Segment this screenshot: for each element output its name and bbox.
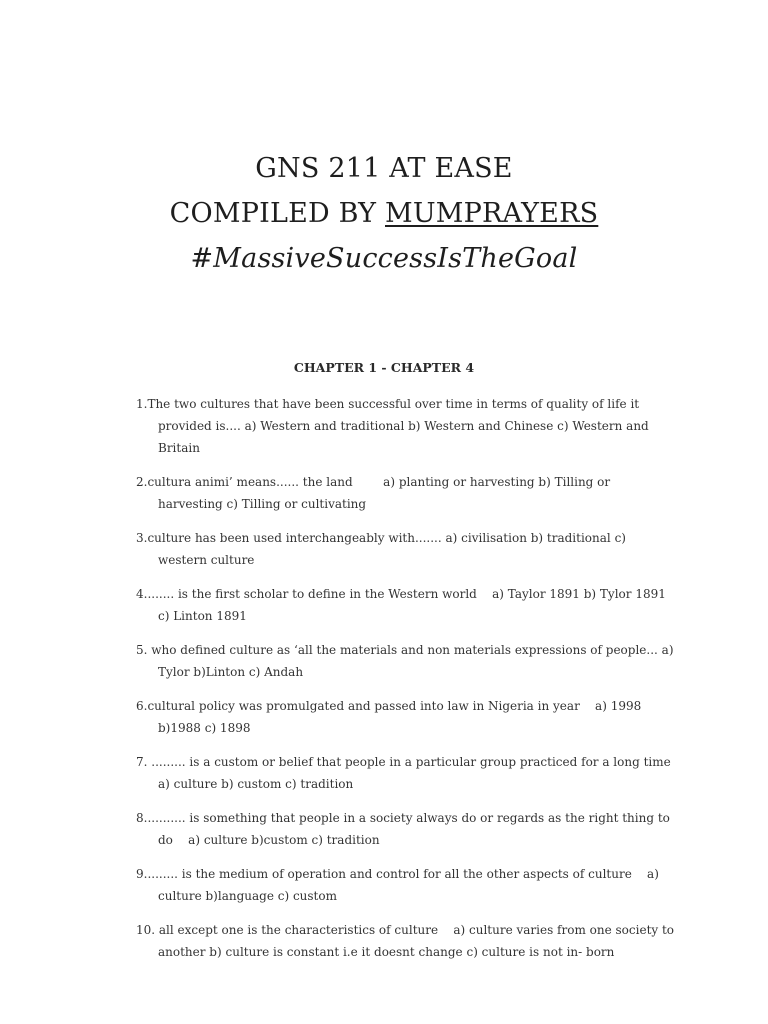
question-item <box>136 471 676 515</box>
compiled-by-line <box>0 191 768 236</box>
question-text: 5. who defined culture as ‘all the materials and non materials expressions of people... a) Tylor b)Linton c) Andah <box>136 643 678 679</box>
question-item <box>136 695 676 739</box>
question-item <box>136 393 676 459</box>
question-text: 3.culture has been used interchangeably with....... a) civilisation b) traditional c) western culture <box>136 531 630 567</box>
question-item <box>136 807 676 851</box>
question-text: 4........ is the first scholar to define in the Western world a) Taylor 1891 b) Tylor 1891 c) Linton 1891 <box>136 587 670 623</box>
question-list <box>136 393 694 975</box>
hashtag-line: #MassiveSuccessIsTheGoal <box>190 243 578 274</box>
question-text: 6.cultural policy was promulgated and passed into law in Nigeria in year a) 1998 b)1988 c) 1898 <box>136 699 646 735</box>
question-text: 10. all except one is the characteristics of culture a) culture varies from one society to another b) culture is constant i.e it doesnt change c) culture is not in- born <box>136 923 678 959</box>
question-item <box>136 751 694 795</box>
chapter-heading: CHAPTER 1 - CHAPTER 4 <box>293 360 475 375</box>
question-text: 1.The two cultures that have been successful over time in terms of quality of life it provided is.... a) Western and traditional b) Western and Chinese c) Western and Britain <box>136 397 653 455</box>
compiled-by-label: COMPILED BY <box>169 198 385 229</box>
question-text: 7. ......... is a custom or belief that people in a particular group practiced for a long time a) culture b) custom c) tradition <box>136 755 694 791</box>
question-item <box>136 863 676 907</box>
document-title: GNS 211 AT EASE <box>255 153 513 184</box>
question-text: 9......... is the medium of operation and control for all the other aspects of culture a) culture b)language c) custom <box>136 867 663 903</box>
question-text: 2.cultura animi’ means...... the land a) planting or harvesting b) Tilling or harvesting c) Tilling or cultivating <box>136 475 614 511</box>
compiler-name: MUMPRAYERS <box>385 198 599 229</box>
question-item <box>136 639 676 683</box>
question-text: 8........... is something that people in a society always do or regards as the right thing to do a) culture b)custom c) tradition <box>136 811 674 847</box>
title-block <box>0 146 768 281</box>
question-item <box>136 583 676 627</box>
question-item <box>136 527 676 571</box>
question-item <box>136 919 676 963</box>
